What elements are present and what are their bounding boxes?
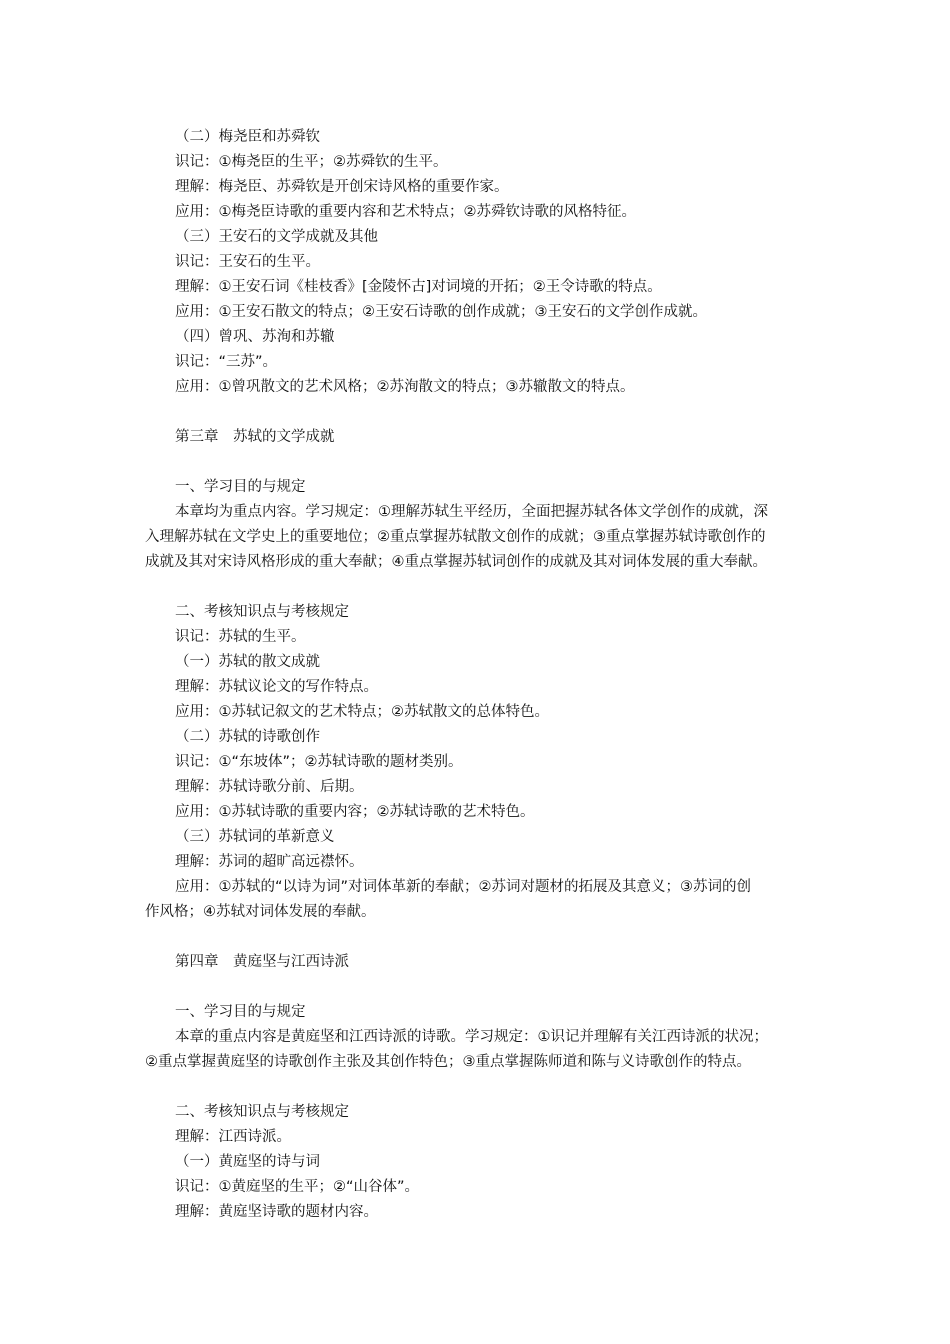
chapter-heading: 第四章 黄庭坚与江西诗派	[175, 954, 349, 970]
text-line: 理解：苏轼议论文的写作特点。	[175, 679, 378, 695]
text-line: 理解：苏词的超旷高远襟怀。	[175, 854, 364, 870]
text-line: 识记：①黄庭坚的生平；②“山谷体”。	[175, 1179, 420, 1195]
subsection-heading: （三）苏轼词的革新意义	[175, 829, 335, 845]
paragraph-line: 作风格；④苏轼对词体发展的奉献。	[145, 904, 376, 920]
text-line: 识记：“三苏”。	[175, 354, 278, 370]
text-line: 识记：①“东坡体”；②苏轼诗歌的题材类别。	[175, 754, 463, 770]
text-line: 理解：江西诗派。	[175, 1129, 291, 1145]
text-line: 识记：①梅尧臣的生平；②苏舜钦的生平。	[175, 154, 448, 170]
paragraph-line: ②重点掌握黄庭坚的诗歌创作主张及其创作特色；③重点掌握陈师道和陈与义诗歌创作的特点。	[145, 1054, 751, 1070]
paragraph-line: 入理解苏轼在文学史上的重要地位；②重点掌握苏轼散文创作的成就；③重点掌握苏轼诗歌创作的	[145, 529, 766, 545]
text-line: 识记：王安石的生平。	[175, 254, 320, 270]
section-heading: 二、考核知识点与考核规定	[175, 1104, 349, 1120]
section-heading: 一、学习目的与规定	[175, 479, 306, 495]
paragraph-line: 本章的重点内容是黄庭坚和江西诗派的诗歌。学习规定：①识记并理解有关江西诗派的状况；	[175, 1029, 768, 1045]
text-line: 理解：①王安石词《桂枝香》[金陵怀古]对词境的开拓；②王令诗歌的特点。	[175, 279, 662, 295]
section-heading: 一、学习目的与规定	[175, 1004, 306, 1020]
paragraph-line: 成就及其对宋诗风格形成的重大奉献；④重点掌握苏轼词创作的成就及其对词体发展的重大奉献。	[145, 554, 767, 570]
subsection-heading: （一）苏轼的散文成就	[175, 654, 320, 670]
text-line: 应用：①苏轼诗歌的重要内容；②苏轼诗歌的艺术特色。	[175, 804, 535, 820]
text-line: 应用：①梅尧臣诗歌的重要内容和艺术特点；②苏舜钦诗歌的风格特征。	[175, 204, 636, 220]
text-line: 理解：黄庭坚诗歌的题材内容。	[175, 1204, 378, 1220]
subsection-heading: （一）黄庭坚的诗与词	[175, 1154, 320, 1170]
subsection-heading: （二）苏轼的诗歌创作	[175, 729, 320, 745]
paragraph-line: 应用：①苏轼的“以诗为词”对词体革新的奉献；②苏词对题材的拓展及其意义；③苏词的创	[175, 879, 752, 895]
paragraph-line: 本章均为重点内容。学习规定：①理解苏轼生平经历，全面把握苏轼各体文学创作的成就，深	[175, 504, 768, 520]
text-line: 应用：①苏轼记叙文的艺术特点；②苏轼散文的总体特色。	[175, 704, 549, 720]
text-line: 应用：①曾巩散文的艺术风格；②苏洵散文的特点；③苏辙散文的特点。	[175, 379, 635, 395]
text-line: 理解：梅尧臣、苏舜钦是开创宋诗风格的重要作家。	[175, 179, 509, 195]
text-line: 应用：①王安石散文的特点；②王安石诗歌的创作成就；③王安石的文学创作成就。	[175, 304, 707, 320]
text-line: 理解：苏轼诗歌分前、后期。	[175, 779, 364, 795]
chapter-heading: 第三章 苏轼的文学成就	[175, 429, 335, 445]
section-heading: 二、考核知识点与考核规定	[175, 604, 349, 620]
subsection-heading: （四）曾巩、苏洵和苏辙	[175, 329, 335, 345]
subsection-heading: （三）王安石的文学成就及其他	[175, 229, 378, 245]
text-line: 识记：苏轼的生平。	[175, 629, 306, 645]
subsection-heading: （二）梅尧臣和苏舜钦	[175, 129, 320, 145]
